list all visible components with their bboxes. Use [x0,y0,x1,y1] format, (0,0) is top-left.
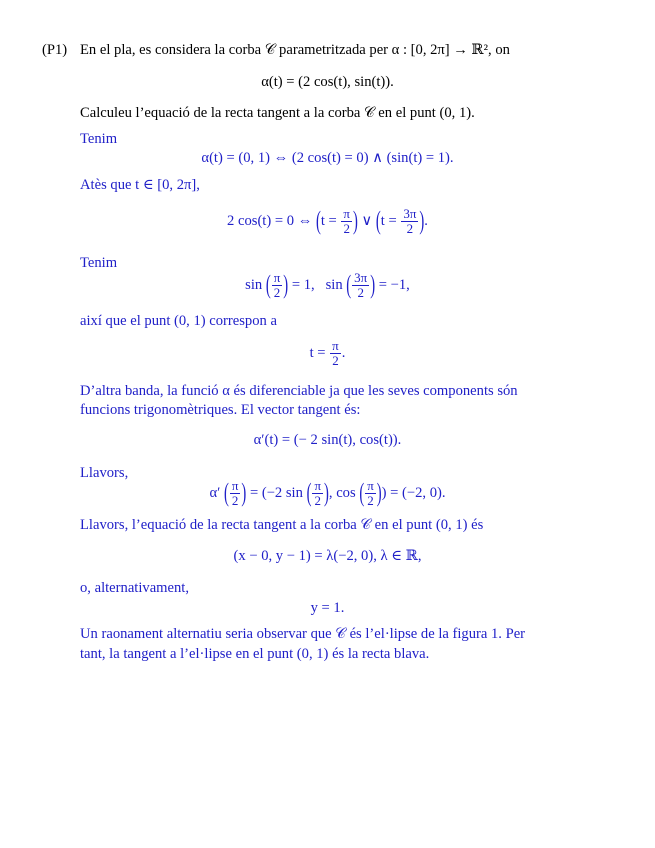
or-symbol: ∨ [361,213,373,229]
problem-question: Calculeu l’equació de la recta tangent a la corba 𝒞 en el punt (0, 1). [80,105,475,121]
solution-raonament-line2: tant, la tangent a l’el·lipse en el punt (0, 1) és la recta blava. [80,646,430,662]
fraction-3pi-over-2-b: $\frac{3\pi}{2}$ [354,270,368,301]
cos-zero-lhs: 2 cos(t) = 0 ⇔ [227,213,313,229]
solution-ates: Atès que t ∈ [0, 2π], [80,177,200,193]
solution-tenim-1: Tenim [80,131,118,147]
fraction-pi-over-2-b: $\frac{\pi}{2}$ [273,270,281,301]
t-value-equation: t = $\frac{\pi}{2}$ . [309,338,346,369]
solution-llavors-1: Llavors, [80,465,129,481]
problem-statement: En el pla, es considera la corba 𝒞 parametritzada per α : [0, 2π] → ℝ², on [80,42,510,58]
problem-label: (P1) [42,42,68,58]
tangent-evaluation-equation: α′ ( $\frac{\pi}{2}$ ) = (−2 sin ( $\frac{\pi}{2}$ ), cos ( $\frac{\pi}{2}$ )) = (−2, 0). [209,478,446,509]
solution-dalltra-line1: D’altra banda, la funció α és diferenciable ja que les seves components són [80,383,518,399]
tangent-vector-equation: α′(t) = (− 2 sin(t), cos(t)). [253,432,402,448]
sin-values-equation: sin ( $\frac{\pi}{2}$ ) = 1, sin ( $\frac{3\pi}{2}$ ) = −1, [245,270,410,301]
fraction-pi-over-2-c: $\frac{\pi}{2}$ [332,338,339,369]
condition-equation: α(t) = (0, 1) ⇔ (2 cos(t) = 0) ∧ (sin(t) = 1). [201,150,454,166]
solution-raonament-line1: Un raonament alternatiu seria observar que 𝒞 és l’el·lipse de la figura 1. Per [80,626,526,642]
cos-zero-equation: 2 cos(t) = 0 ⇔ (t = $\frac{\pi}{2}$ ) ∨ (t = $\frac{3\pi}{2}$ ). [227,206,428,237]
parametrization-equation: α(t) = (2 cos(t), sin(t)). [261,74,394,90]
solution-dalltra-line2: funcions trigonomètriques. El vector tangent és: [80,402,361,418]
t-equals-2: t = [380,213,397,229]
solution-aixi: així que el punt (0, 1) correspon a [80,313,277,329]
tangent-line-equation: (x − 0, y − 1) = λ(−2, 0), λ ∈ ℝ, [233,548,422,564]
solution-llavors-2: Llavors, l’equació de la recta tangent a la corba 𝒞 en el punt (0, 1) és [80,517,484,533]
solution-alternatively: o, alternativament, [80,580,190,596]
y-equals-one-equation: y = 1. [310,600,345,616]
fraction-pi-over-2: $\frac{\pi}{2}$ [343,206,350,237]
fraction-3pi-over-2: $\frac{3\pi}{2}$ [403,206,417,237]
solution-tenim-2: Tenim [80,255,118,271]
t-equals-1: t = [320,213,337,229]
